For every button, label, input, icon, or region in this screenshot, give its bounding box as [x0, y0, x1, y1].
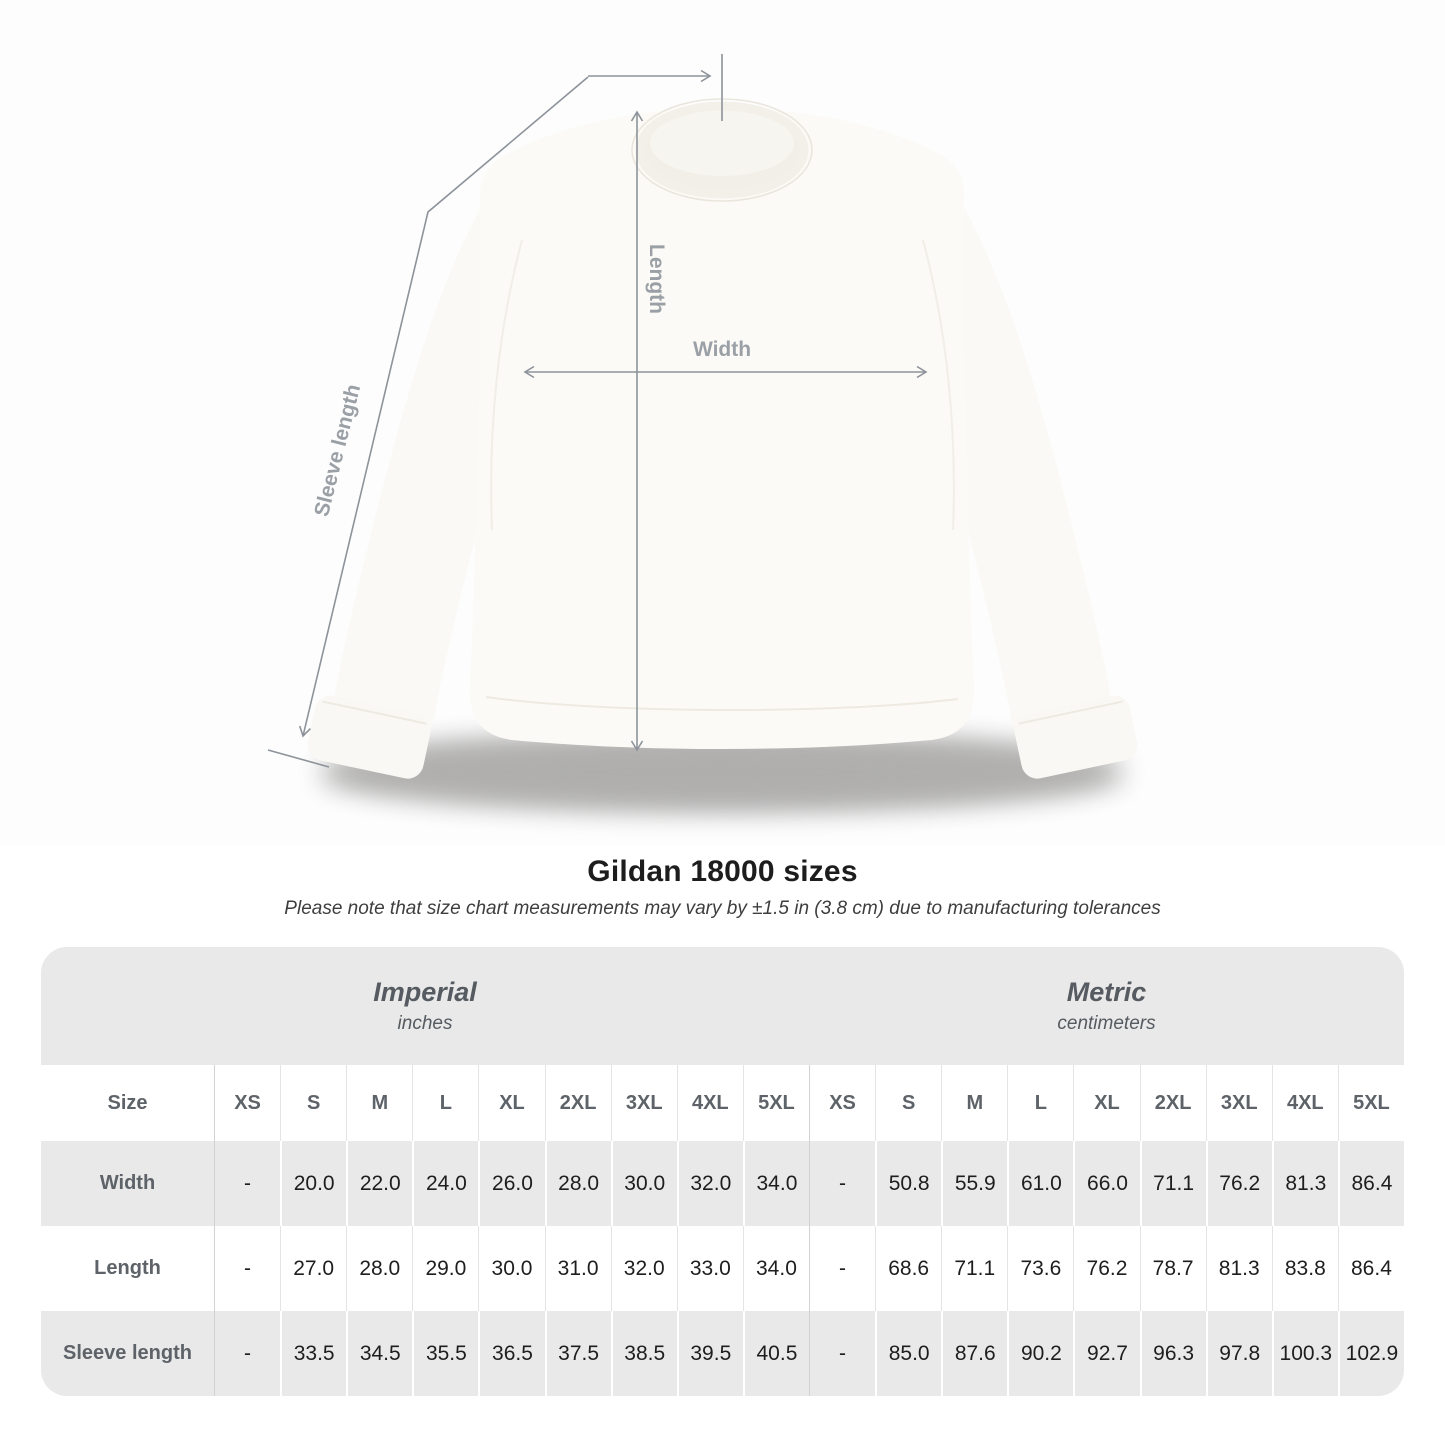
size-header-metric-5xl: 5XL — [1338, 1065, 1404, 1141]
value-imperial: 40.5 — [743, 1311, 809, 1396]
value-imperial: 28.0 — [545, 1141, 611, 1226]
value-metric: 86.4 — [1338, 1141, 1404, 1226]
value-metric: 87.6 — [941, 1311, 1007, 1396]
value-metric: 100.3 — [1272, 1311, 1338, 1396]
size-header-imperial-xl: XL — [478, 1065, 544, 1141]
length-label: Length — [645, 244, 668, 314]
metric-title: Metric — [1066, 977, 1147, 1007]
size-header-metric-xs: XS — [809, 1065, 875, 1141]
value-imperial: 22.0 — [346, 1141, 412, 1226]
size-grid — [41, 1065, 1404, 1396]
size-header-imperial-2xl: 2XL — [545, 1065, 611, 1141]
imperial-title: Imperial — [373, 977, 477, 1007]
value-imperial: 31.0 — [545, 1226, 611, 1311]
value-metric: 81.3 — [1272, 1141, 1338, 1226]
value-imperial: 39.5 — [677, 1311, 743, 1396]
value-metric: 55.9 — [941, 1141, 1007, 1226]
imperial-unit: inches — [397, 1013, 453, 1034]
row-label-length: Length — [41, 1226, 214, 1311]
value-metric: 66.0 — [1073, 1141, 1139, 1226]
value-imperial: - — [214, 1226, 280, 1311]
value-metric: 76.2 — [1073, 1226, 1139, 1311]
value-imperial: 36.5 — [478, 1311, 544, 1396]
size-header-metric-s: S — [875, 1065, 941, 1141]
size-header-imperial-4xl: 4XL — [677, 1065, 743, 1141]
value-imperial: 34.5 — [346, 1311, 412, 1396]
size-header-imperial-s: S — [280, 1065, 346, 1141]
size-header-imperial-xs: XS — [214, 1065, 280, 1141]
value-imperial: 35.5 — [412, 1311, 478, 1396]
size-header-imperial-m: M — [346, 1065, 412, 1141]
value-imperial: 33.5 — [280, 1311, 346, 1396]
sleeve-length-label: Sleeve length — [310, 381, 366, 519]
page-title: Gildan 18000 sizes — [587, 855, 858, 888]
value-metric: 76.2 — [1206, 1141, 1272, 1226]
row-label-sleeve-length: Sleeve length — [41, 1311, 214, 1396]
unit-header-band — [41, 947, 1404, 1065]
torso — [470, 108, 974, 749]
value-imperial: 34.0 — [743, 1226, 809, 1311]
value-imperial: 32.0 — [611, 1226, 677, 1311]
size-table — [41, 947, 1404, 1396]
value-imperial: 26.0 — [478, 1141, 544, 1226]
value-metric: 61.0 — [1007, 1141, 1073, 1226]
value-imperial: 30.0 — [478, 1226, 544, 1311]
value-imperial: 37.5 — [545, 1311, 611, 1396]
value-imperial: - — [214, 1141, 280, 1226]
imperial-header — [41, 947, 809, 1065]
value-metric: - — [809, 1141, 875, 1226]
row-label-width: Width — [41, 1141, 214, 1226]
value-metric: 97.8 — [1206, 1311, 1272, 1396]
size-header-metric-m: M — [941, 1065, 1007, 1141]
value-metric: 102.9 — [1338, 1311, 1404, 1396]
value-imperial: 29.0 — [412, 1226, 478, 1311]
value-metric: 92.7 — [1073, 1311, 1139, 1396]
size-header-imperial-3xl: 3XL — [611, 1065, 677, 1141]
value-imperial: 38.5 — [611, 1311, 677, 1396]
size-column-header: Size — [41, 1065, 214, 1141]
value-metric: - — [809, 1226, 875, 1311]
size-header-metric-xl: XL — [1073, 1065, 1139, 1141]
size-header-metric-4xl: 4XL — [1272, 1065, 1338, 1141]
value-metric: 86.4 — [1338, 1226, 1404, 1311]
value-imperial: 27.0 — [280, 1226, 346, 1311]
value-imperial: 24.0 — [412, 1141, 478, 1226]
value-imperial: - — [214, 1311, 280, 1396]
value-metric: 85.0 — [875, 1311, 941, 1396]
width-label: Width — [692, 338, 752, 361]
tolerance-note: Please note that size chart measurements may vary by ±1.5 in (3.8 cm) due to manufacturing tolerances — [284, 898, 1161, 919]
size-header-imperial-5xl: 5XL — [743, 1065, 809, 1141]
value-metric: 78.7 — [1140, 1226, 1206, 1311]
value-metric: 68.6 — [875, 1226, 941, 1311]
value-imperial: 20.0 — [280, 1141, 346, 1226]
value-metric: 71.1 — [941, 1226, 1007, 1311]
metric-header — [809, 947, 1404, 1065]
value-imperial: 30.0 — [611, 1141, 677, 1226]
size-header-metric-2xl: 2XL — [1140, 1065, 1206, 1141]
value-metric: 81.3 — [1206, 1226, 1272, 1311]
size-header-imperial-l: L — [412, 1065, 478, 1141]
value-metric: 73.6 — [1007, 1226, 1073, 1311]
value-metric: 83.8 — [1272, 1226, 1338, 1311]
value-metric: 71.1 — [1140, 1141, 1206, 1226]
value-imperial: 34.0 — [743, 1141, 809, 1226]
value-imperial: 32.0 — [677, 1141, 743, 1226]
value-metric: 90.2 — [1007, 1311, 1073, 1396]
metric-unit: centimeters — [1057, 1013, 1156, 1034]
value-metric: 50.8 — [875, 1141, 941, 1226]
value-metric: - — [809, 1311, 875, 1396]
garment-shadow-2 — [327, 740, 1117, 804]
value-imperial: 28.0 — [346, 1226, 412, 1311]
value-imperial: 33.0 — [677, 1226, 743, 1311]
size-header-metric-3xl: 3XL — [1206, 1065, 1272, 1141]
value-metric: 96.3 — [1140, 1311, 1206, 1396]
size-header-metric-l: L — [1007, 1065, 1073, 1141]
